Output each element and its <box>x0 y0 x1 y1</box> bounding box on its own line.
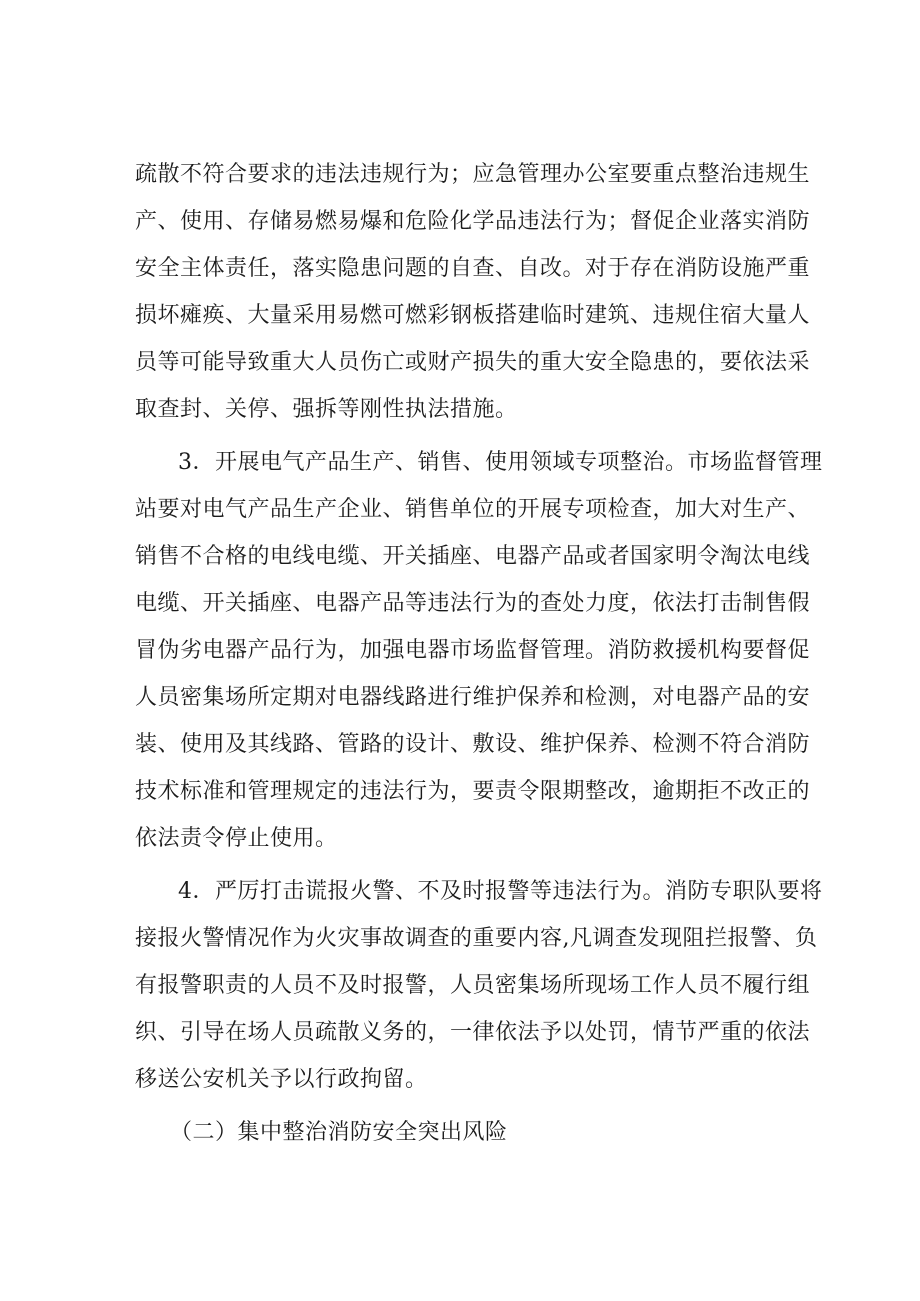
text-line: 员等可能导致重大人员伤亡或财产损失的重大安全隐患的，要依法采 <box>135 350 811 375</box>
text-line: 产、使用、存储易燃易爆和危险化学品违法行为；督促企业落实消防 <box>135 209 811 234</box>
text-line: 依法责令停止使用。 <box>135 826 338 851</box>
text-line: 安全主体责任，落实隐患问题的自查、自改。对于存在消防设施严重 <box>135 256 811 281</box>
text-line: 站要对电气产品生产企业、销售单位的开展专项检查，加大对生产、 <box>135 497 811 522</box>
text-line: 有报警职责的人员不及时报警，人员密集场所现场工作人员不履行组 <box>135 973 811 998</box>
text-line: 人员密集场所定期对电器线路进行维护保养和检测，对电器产品的安 <box>135 685 811 710</box>
text-line: 装、使用及其线路、管路的设计、敷设、维护保养、检测不符合消防 <box>135 732 811 757</box>
text-line: 取查封、关停、强拆等刚性执法措施。 <box>135 397 518 422</box>
text-line: 冒伪劣电器产品行为，加强电器市场监督管理。消防救援机构要督促 <box>135 638 811 663</box>
text-line: 疏散不符合要求的违法违规行为；应急管理办公室要重点整治违规生 <box>135 162 811 187</box>
text-line: 技术标准和管理规定的违法行为，要责令限期整改，逾期拒不改正的 <box>135 779 811 804</box>
text-line: 接报火警情况作为火灾事故调查的重要内容,凡调查发现阻拦报警、负 <box>135 926 818 951</box>
text-line: 损坏瘫痪、大量采用易燃可燃彩钢板搭建临时建筑、违规住宿大量人 <box>135 303 811 328</box>
text-line: 3．开展电气产品生产、销售、使用领域专项整治。市场监督管理 <box>178 450 823 475</box>
section-heading: （二）集中整治消防安全突出风险 <box>170 1120 508 1145</box>
text-line: 电缆、开关插座、电器产品等违法行为的查处力度，依法打击制售假 <box>135 591 811 616</box>
text-line: 织、引导在场人员疏散义务的，一律依法予以处罚，情节严重的依法 <box>135 1020 811 1045</box>
text-line: 4．严厉打击谎报火警、不及时报警等违法行为。消防专职队要将 <box>178 879 823 904</box>
text-line: 销售不合格的电线电缆、开关插座、电器产品或者国家明令淘汰电线 <box>135 544 811 569</box>
text-line: 移送公安机关予以行政拘留。 <box>135 1067 428 1092</box>
